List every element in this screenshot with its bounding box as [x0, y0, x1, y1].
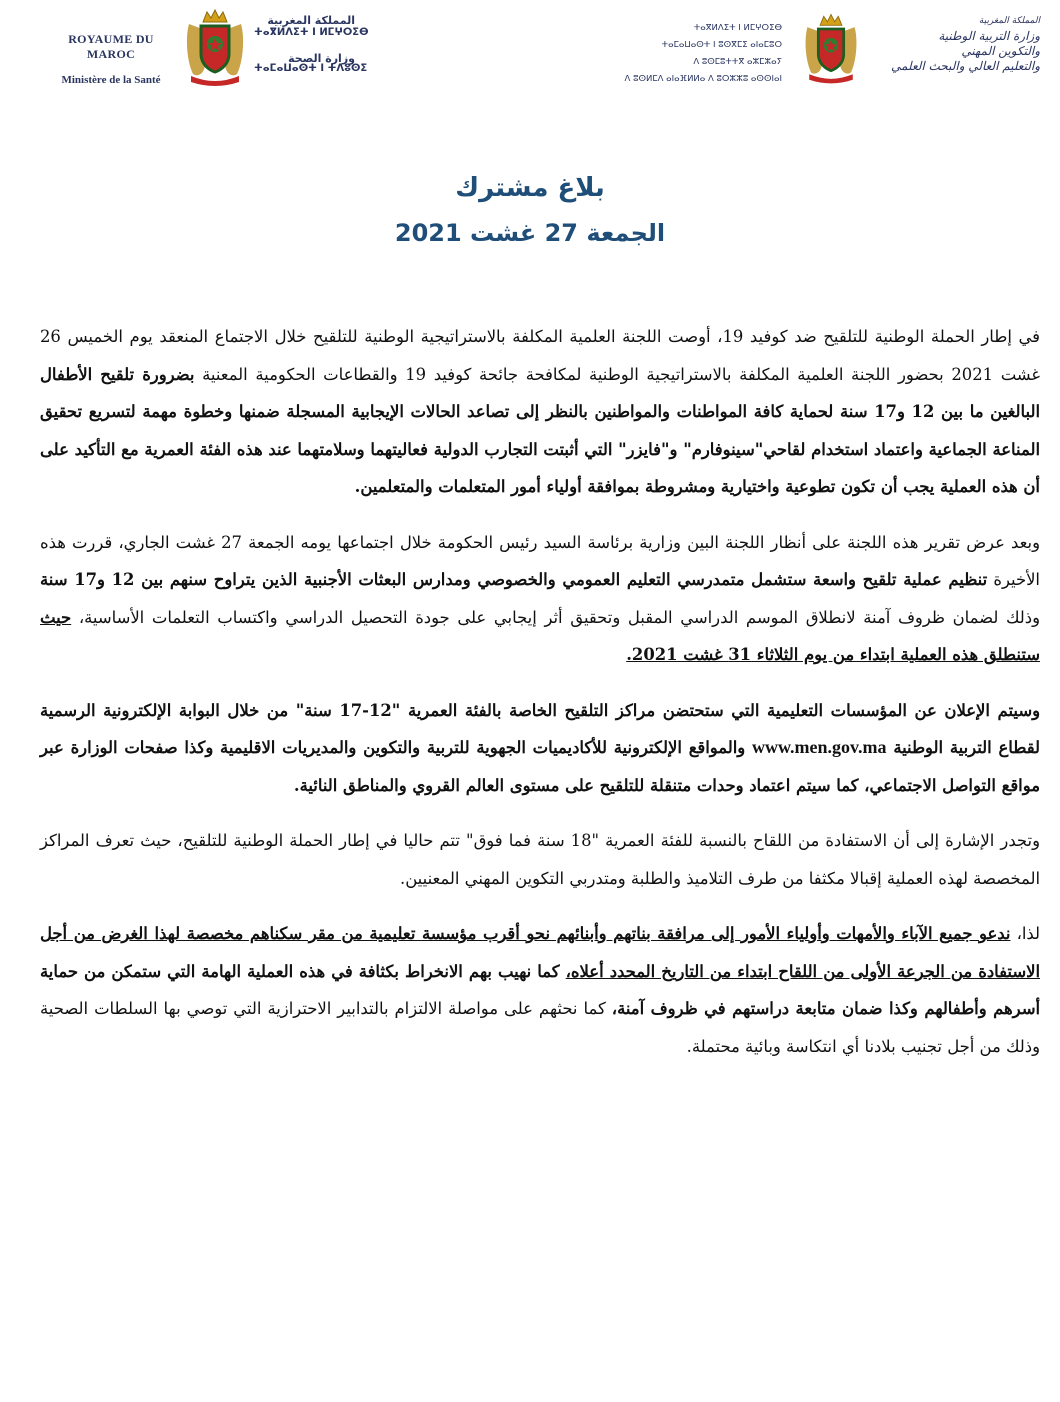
ministry-latin-name [46, 32, 176, 86]
p5-text-3: كما نحثهم على مواصلة الالتزام بالتدابير الاحترازية التي توصي بها السلطات الصحية وذلك من أجل تجنيب بلادنا أي انتكاسة وبائية محتملة. [40, 999, 1040, 1056]
p3-bold-text-1: وسيتم الإعلان عن المؤسسات التعليمية التي ستحتضن مراكز التلقيح الخاصة بالفئة العمرية "12-17 سنة" من خلال البوابة الإلكترونية الرسمية لقطاع التربية الوطنية [40, 700, 1040, 757]
communique-date: الجمعة 27 غشت 2021 [394, 219, 666, 247]
ministry-education-tifinagh-l3: ⴷ ⵓⵙⵎⵓⵜⵜⴳ ⴰⵣⵎⵣⴰⵢ [693, 57, 782, 67]
kingdom-arabic-label: المملكة المغربية [267, 14, 355, 27]
paragraph-3 [40, 692, 1040, 805]
ministry-website-link[interactable]: www.men.gov.ma [752, 737, 887, 757]
ministry-health-label: Ministère de la Santé [61, 74, 161, 86]
p2-bold-text: تنظيم عملية تلقيح واسعة ستشمل متمدرسي التعليم العمومي والخصوصي ومدارس البعثات الأجنبية الذين يتراوح سنهم بين 12 و17 سنة [40, 570, 988, 589]
ministry-education-arabic-l3: والتكوين المهني [961, 44, 1040, 58]
kingdom-label: ROYAUME DU MAROC [68, 32, 154, 61]
ministry-education-arabic-l2: وزارة التربية الوطنية [938, 29, 1040, 43]
kingdom-arabic-label-2: المملكة المغربية [978, 16, 1040, 26]
paragraph-5 [40, 915, 1040, 1065]
p5-text-0: لذا، [1010, 924, 1041, 943]
p5-bold-text: كما نهيب بهم الانخراط بكثافة في هذه العملية الهامة التي ستمكن من حماية أسرهم وأطفالهم وكذا ضمان متابعة دراستهم في ظروف آمنة، [40, 961, 1040, 1018]
paragraph-4 [40, 822, 1040, 897]
p5-underlined-text: ندعو جميع الآباء والأمهات وأولياء الأمور إلى مرافقة بناتهم وأبنائهم نحو أقرب مؤسسة تعليمية من مقر سكناهم مخصصة لهذا الغرض من أجل الاستفادة من الجرعة الأولى من اللقاح ابتداء من التاريخ المحدد أعلاه، [40, 924, 1041, 981]
coat-of-arms-icon-2 [802, 12, 860, 84]
p1-bold-text: بضرورة تلقيح الأطفال البالغين ما بين 12 و17 سنة لحماية كافة المواطنات والمواطنين بالنظر إلى تصاعد الحالات الإيجابية المسجلة ضمنها وخطوة مهمة لتسريع تحقيق المناعة الجماعية واعتماد استخدام لقاحي"سينوفارم" و"فايزر" التي أثبتت التجارب الدولية فعاليتهما وسلامتهما عند هذه الفئة العمرية مع التأكيد على أن هذه العملية يجب أن تكون تطوعية واختيارية ومشروطة بموافقة أولياء أمور المتعلمات والمتعلمين. [40, 364, 1041, 496]
p1-text: في إطار الحملة الوطنية للتلقيح ضد كوفيد 19، أوصت اللجنة العلمية المكلفة بالاستراتيجية الوطنية للتلقيح خلال الاجتماع المنعقد يوم الخميس 26 غشت 2021 بحضور اللجنة العلمية المكلفة بالاستراتيجية الوطنية لمكافحة جائحة كوفيد 19 والقطاعات الحكومية المعنية [40, 327, 1040, 384]
paragraph-2 [40, 524, 1040, 674]
paragraph-1 [40, 318, 1040, 506]
p4-text: وتجدر الإشارة إلى أن الاستفادة من اللقاح بالنسبة للفئة العمرية "18 سنة فما فوق" تتم حاليا في إطار الحملة الوطنية للتلقيح، حيث تعرف المراكز المخصصة لهذه العملية إقبالا مكثفا من طرف التلاميذ والطلبة ومتدربي التكوين المهني المعنيين. [40, 831, 1040, 888]
p3-bold-text-2: والمواقع الإلكترونية للأكاديميات الجهوية للتربية والتكوين والمديريات الاقليمية وكذا صفحات الوزارة عبر مواقع التواصل الاجتماعي، كما سيتم اعتماد وحدات متنقلة للتلقيح على مستوى العالم القروي والمناطق النائية. [40, 738, 1040, 795]
ministry-health-arabic-label: وزارة الصحة [288, 52, 355, 65]
letterhead [0, 0, 1060, 130]
ministry-education-tifinagh-l4: ⴷ ⵓⵙⵍⵎⴷ ⴰⵏⴰⴼⵍⵍⴰ ⴷ ⵓⵔⵣⵣⵓ ⴰⵙⵙⵏⴰⵏ [624, 74, 782, 84]
p2-text-2: وذلك لضمان ظروف آمنة لانطلاق الموسم الدراسي المقبل وتحقيق أثر إيجابي على جودة التحصيل الدراسي واكتساب التعلمات الأساسية، [71, 607, 1040, 627]
kingdom-tifinagh-label: ⵜⴰⴳⵍⴷⵉⵜ ⵏ ⵍⵎⵖⵔⵉⴱ [254, 27, 369, 38]
p2-underlined-text: حيث ستنطلق هذه العملية ابتداء من يوم الثلاثاء 31 غشت 2021. [40, 607, 1040, 664]
p2-text-1: وبعد عرض تقرير هذه اللجنة على أنظار اللجنة البين وزارية برئاسة السيد رئيس الحكومة خلال اجتماعها يومه الجمعة 27 غشت الجاري، قررت هذه الأخيرة [40, 532, 1040, 589]
kingdom-tifinagh-label-2: ⵜⴰⴳⵍⴷⵉⵜ ⵏ ⵍⵎⵖⵔⵉⴱ [693, 23, 782, 33]
communique-title: بلاغ مشترك [455, 173, 605, 203]
ministry-education-tifinagh [612, 20, 782, 88]
ministry-health-tifinagh [236, 14, 369, 78]
ministry-education-tifinagh-l2: ⵜⴰⵎⴰⵡⴰⵙⵜ ⵏ ⵓⵙⴳⵎⵉ ⴰⵏⴰⵎⵓⵔ [661, 40, 782, 50]
ministry-education-arabic [860, 14, 1040, 74]
ministry-health-tifinagh-label: ⵜⴰⵎⴰⵡⴰⵙⵜ ⵏ ⵜⴷⵓⵙⵉ [254, 63, 368, 74]
ministry-education-arabic-l4: والتعليم العالي والبحث العلمي [891, 59, 1040, 73]
document-title [0, 172, 1060, 248]
document-body [40, 318, 1040, 1065]
